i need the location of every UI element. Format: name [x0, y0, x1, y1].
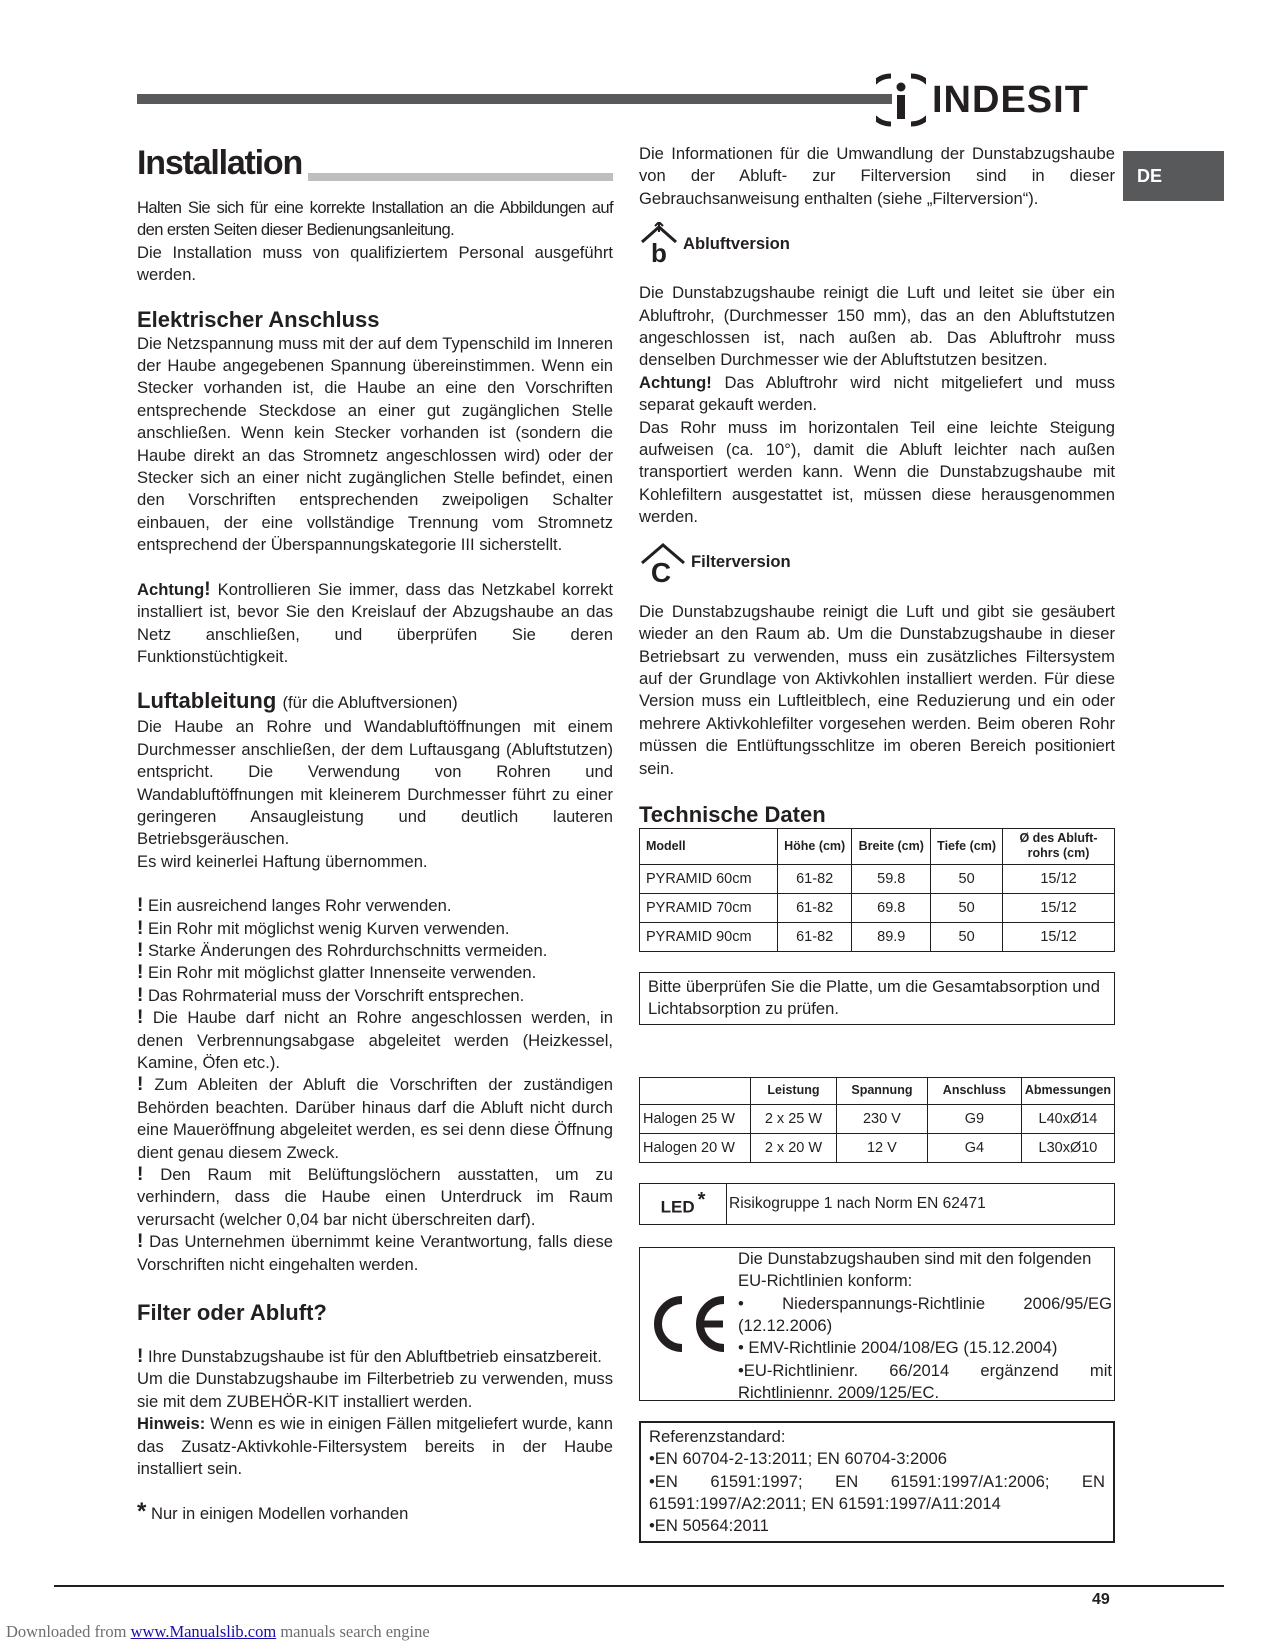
language-tab: DE [1123, 151, 1224, 201]
tech-col-header: Höhe (cm) [778, 828, 852, 864]
title-rule [308, 173, 613, 181]
right-column [639, 143, 1115, 1543]
ce-box [639, 1247, 1115, 1401]
led-row [640, 1183, 1115, 1224]
tech-heading: Technische Daten [639, 801, 826, 827]
filter-version-p1: Die Dunstabzugshaube reinigt die Luft und gibt sie gesäubert wieder an den Raum ab. Um die Dunstabzugshaube in dieser Betriebsart zu verwenden, muss ein zusätzliches Filtersystem auf der Grundlage von Aktivkohlen installiert werden. Für diese Version muss ein Luftleitblech, eine Reduzierung und ein oder mehrere Aktivkohlefilter vorgesehen werden. Beim oberen Rohr müssen die Entlüftungsschlitze im oberen Bereich positioniert sein. [639, 601, 1115, 778]
footnote-text: Nur in einigen Modellen vorhanden [150, 1503, 409, 1523]
filter-p1: ! Ihre Dunstabzugshaube ist für den Abluftbetrieb einsatzbereit. [137, 1346, 602, 1368]
duct-bullet: ! Zum Ableiten der Abluft die Vorschriften der zuständigen Behörden beachten. Darüber hinaus darf die Abluft nicht durch eine Maueröffnung abgeleitet werden, es sei denn diese Öffnung dient genau diesem Zweck. [137, 1074, 613, 1162]
tech-table [639, 828, 1115, 952]
lamp-col-header [640, 1077, 751, 1104]
ce-line: •EU-Richtlinienr. 66/2014 ergänzend mit Richtliniennr. 2009/125/EC. [738, 1360, 1112, 1403]
ref-line: •EN 61591:1997; EN 61591:1997/A1:2006; EN 61591:1997/A2:2011; EN 61591:1997/A11:2014 [649, 1471, 1105, 1513]
page-title: Installation [137, 144, 303, 182]
exhaust-p1: Die Dunstabzugshaube reinigt die Luft und leitet sie über ein Abluftrohr, (Durchmesser 150 mm), das an den Abluftstutzen angeschlossen ist, nach außen ab. Das Abluftrohr muss denselben Durchmesser wie der Abluftstutzen besitzen. [639, 283, 1115, 370]
absorption-note-box [639, 972, 1115, 1025]
table-row: Halogen 25 W 2 x 25 W 230 V G9 L40xØ14 [640, 1104, 1115, 1133]
table-row: Halogen 20 W 2 x 20 W 12 V G4 L30xØ10 [640, 1133, 1115, 1162]
header-bar [137, 94, 892, 104]
lamp-table-header [640, 1077, 1115, 1104]
intro-text-1: Halten Sie sich für eine korrekte Installation an die Abbildungen auf den ersten Seiten dieser Bedienungsanleitung. [137, 198, 613, 240]
footnote-star: * [137, 1497, 147, 1525]
duct-bullet: ! Das Unternehmen übernimmt keine Verantwortung, falls diese Vorschriften nicht eingehalten werden. [137, 1231, 613, 1274]
ce-line: • EMV-Richtlinie 2004/108/EG (15.12.2004) [738, 1338, 1058, 1358]
ref-line: Referenzstandard: [649, 1426, 786, 1446]
footnote [137, 1497, 613, 1525]
ce-text [738, 1248, 1114, 1403]
duct-bullet: ! Die Haube darf nicht an Rohre angeschlossen werden, in denen Verbrennungsabgase abgeleitet werden (Heizkessel, Kamine, Öfen etc.). [137, 1007, 613, 1072]
svg-text:b: b [651, 238, 667, 267]
ce-line: • Niederspannungs-Richtlinie 2006/95/EG (12.12.2006) [738, 1293, 1112, 1335]
duct-body-2: Es wird keinerlei Haftung übernommen. [137, 851, 428, 871]
manualslib-link[interactable]: www.Manualslib.com [130, 1622, 277, 1641]
duct-bullet: ! Ein Rohr mit möglichst wenig Kurven verwenden. [137, 917, 510, 939]
indesit-logo-icon [876, 70, 926, 130]
exhaust-house-icon [639, 222, 679, 266]
svg-text:C: C [650, 556, 672, 585]
lamp-col-header: Abmessungen [1021, 1077, 1114, 1104]
brand-name: INDESIT [932, 78, 1089, 121]
exhaust-warning [639, 372, 1115, 417]
ref-standard-box [639, 1421, 1115, 1543]
duct-heading [137, 688, 613, 716]
exhaust-warning-text: Das Abluftrohr wird nicht mitgeliefert und muss separat gekauft werden. [639, 372, 1115, 415]
tech-col-header: Ø des Abluft-rohrs (cm) [1003, 828, 1115, 864]
ref-line: •EN 60704-2-13:2011; EN 60704-3:2006 [649, 1449, 947, 1469]
duct-bullet: ! Den Raum mit Belüftungslöchern ausstatten, um zu verhindern, dass die Haube einen Unterdruck im Raum verursacht (welcher 0,04 bar nicht überschreiten darf). [137, 1164, 613, 1229]
duct-bullet: ! Das Rohrmaterial muss der Vorschrift entsprechen. [137, 984, 525, 1006]
tech-table-header [640, 828, 1115, 864]
conversion-intro: Die Informationen für die Umwandlung der Dunstabzugshaube von der Abluft- zur Filterversion sind in dieser Gebrauchsanweisung enthalten (siehe „Filterversion“). [639, 144, 1115, 208]
exhaust-heading-row [639, 220, 1115, 268]
tech-col-header: Breite (cm) [852, 828, 931, 864]
table-row: PYRAMID 60cm 61-82 59.8 50 15/12 [640, 864, 1115, 893]
lamp-col-header: Leistung [751, 1077, 837, 1104]
elec-warning-label: Achtung [137, 579, 205, 599]
table-row: PYRAMID 70cm 61-82 69.8 50 15/12 [640, 893, 1115, 922]
elec-warning-text: Kontrollieren Sie immer, dass das Netzkabel korrekt installiert ist, bevor Sie den Kreislauf der Abzugshaube an das Netz anschließen, und überprüfen Sie deren Funktionstüchtigkeit. [137, 579, 613, 666]
exhaust-warning-label: Achtung! [639, 372, 712, 392]
filter-hint-label: Hinweis: [137, 1414, 206, 1434]
duct-bullet: ! Starke Änderungen des Rohrdurchschnitts vermeiden. [137, 939, 548, 961]
duct-body: Die Haube an Rohre und Wandabluftöffnungen mit einem Durchmesser anschließen, der dem Luftausgang (Abluftstutzen) entspricht. Die Verwendung von Rohren und Wandabluftöffnungen mit kleinerem Durchmesser führt zu einer geringeren Ansaugleistung und deutlich lauteren Betriebsgeräuschen. [137, 717, 613, 849]
ref-line: •EN 50564:2011 [649, 1516, 769, 1536]
filter-version-heading-row [639, 539, 1115, 587]
lamp-col-header: Anschluss [927, 1077, 1021, 1104]
duct-bullet: ! Ein Rohr mit möglichst glatter Innenseite verwenden. [137, 962, 537, 984]
ce-mark-icon [649, 1294, 729, 1354]
filter-house-icon [639, 541, 687, 585]
led-text: Risikogruppe 1 nach Norm EN 62471 [727, 1183, 1115, 1224]
footer-rule [54, 1585, 1224, 1587]
tech-col-header: Modell [640, 828, 778, 864]
elec-body: Die Netzspannung muss mit der auf dem Typenschild im Inneren der Haube angegebenen Spannung übereinstimmen. Wenn ein Stecker vorhanden ist, die Haube an eine den Vorschriften entsprechende Steckdose an einer gut zugänglichen Stelle anschließen. Wenn kein Stecker vorhanden ist (sondern die Haube direkt an das Stromnetz angeschlossen wird) oder der Stecker sich an einer nicht zugänglichen Stelle befindet, einen den Vorschriften entsprechenden zweipoligen Schalter einbauen, der eine vollständige Trennung vom Stromnetz entsprechend der Überspannungskategorie III sicherstellt. [137, 333, 613, 555]
lamp-col-header: Spannung [836, 1077, 927, 1104]
tech-col-header: Tiefe (cm) [931, 828, 1003, 864]
filter-hint-text: Wenn es wie in einigen Fällen mitgeliefert wurde, kann das Zusatz-Aktivkohle-Filtersystem bereits in der Haube installiert sein. [137, 1414, 613, 1479]
intro-text-2: Die Installation muss von qualifiziertem Personal ausgeführt werden. [137, 242, 613, 285]
lamp-table [639, 1077, 1115, 1163]
table-row: PYRAMID 90cm 61-82 89.9 50 15/12 [640, 922, 1115, 951]
page-number: 49 [1092, 1591, 1110, 1608]
ce-line: Die Dunstabzugshauben sind mit den folgenden EU-Richtlinien konform: [738, 1248, 1092, 1291]
led-label-cell: LED * [640, 1183, 727, 1224]
filter-version-heading: Filterversion [691, 552, 791, 572]
exhaust-p2: Das Rohr muss im horizontalen Teil eine leichte Steigung aufweisen (ca. 10°), damit die Abluft leichter nach außen transportiert werden kann. Wenn die Dunstabzugshaube mit Kohlefiltern ausgestattet ist, müssen diese herausgenommen werden. [639, 417, 1115, 527]
left-column [137, 143, 613, 1525]
led-table [639, 1183, 1115, 1225]
duct-heading-sub: (für die Abluftversionen) [282, 693, 458, 713]
download-note: Downloaded from www.Manualslib.com manuals search engine [6, 1622, 430, 1641]
elec-heading: Elektrischer Anschluss [137, 306, 380, 332]
brand-logo [876, 70, 1089, 130]
ce-mark [640, 1248, 738, 1400]
filter-hint [137, 1413, 613, 1480]
filter-p2: Um die Dunstabzugshaube im Filterbetrieb zu verwenden, muss sie mit dem ZUBEHÖR-KIT installiert werden. [137, 1369, 613, 1411]
elec-warning: Achtung! Kontrollieren Sie immer, dass das Netzkabel korrekt installiert ist, bevor Sie den Kreislauf der Abzugshaube an das Netz anschließen, und überprüfen Sie deren Funktionstüchtigkeit. [137, 578, 613, 666]
absorption-note: Bitte überprüfen Sie die Platte, um die Gesamtabsorption und Lichtabsorption zu prüfen. [648, 976, 1100, 1019]
exhaust-heading: Abluftversion [683, 234, 790, 254]
filter-heading: Filter oder Abluft? [137, 1300, 327, 1326]
duct-heading-text: Luftableitung [137, 688, 277, 714]
duct-bullet: ! Ein ausreichend langes Rohr verwenden. [137, 895, 452, 917]
